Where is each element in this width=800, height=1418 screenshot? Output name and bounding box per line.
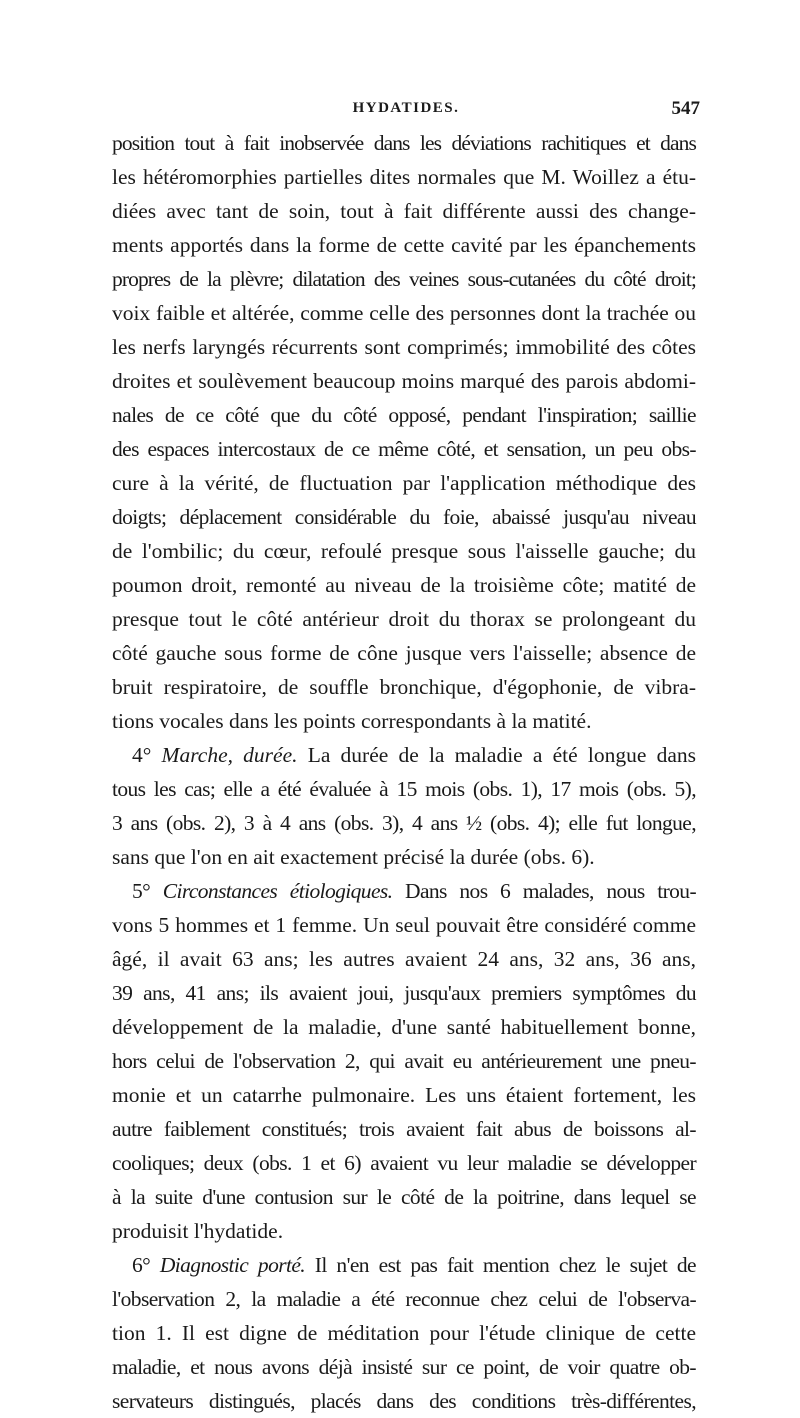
text-line: cure à la vérité, de fluctuation par l'application méthodique des	[112, 471, 696, 495]
section-heading: Circonstances étiologiques.	[162, 879, 393, 903]
section-line-marche	[112, 738, 696, 772]
text-line: position tout à fait inobservée dans les déviations rachitiques et dans	[112, 131, 696, 155]
text-line: droites et soulèvement beaucoup moins marqué des parois abdomi-	[112, 369, 696, 393]
text-line: doigts; déplacement considérable du foie, abaissé jusqu'au niveau	[112, 505, 696, 529]
text-line: les hétéromorphies partielles dites normales que M. Woillez a étu-	[112, 165, 696, 189]
section-text: La durée de la maladie a été longue dans	[307, 743, 696, 767]
text-line: les nerfs laryngés récurrents sont comprimés; immobilité des côtes	[112, 335, 696, 359]
text-line: tions vocales dans les points correspondants à la matité.	[112, 709, 592, 733]
text-line: voix faible et altérée, comme celle des personnes dont la trachée ou	[112, 301, 696, 325]
text-line: 39 ans, 41 ans; ils avaient joui, jusqu'aux premiers symptômes du	[112, 981, 696, 1005]
text-line: presque tout le côté antérieur droit du thorax se prolongeant du	[112, 607, 696, 631]
section-number: 5°	[132, 879, 151, 903]
text-line: 3 ans (obs. 2), 3 à 4 ans (obs. 3), 4 ans ½ (obs. 4); elle fut longue,	[112, 811, 696, 835]
text-line: bruit respiratoire, de souffle bronchique, d'égophonie, de vibra-	[112, 675, 696, 699]
text-line: cooliques; deux (obs. 1 et 6) avaient vu leur maladie se développer	[112, 1151, 696, 1175]
running-head	[112, 100, 700, 124]
section-number: 4°	[132, 743, 152, 767]
section-heading: Marche, durée.	[161, 743, 298, 767]
text-line: hors celui de l'observation 2, qui avait eu antérieurement une pneu-	[112, 1049, 696, 1073]
text-line: sans que l'on en ait exactement précisé la durée (obs. 6).	[112, 845, 595, 869]
section-number: 6°	[132, 1253, 151, 1277]
text-line: côté gauche sous forme de cône jusque vers l'aisselle; absence de	[112, 641, 696, 665]
text-line: poumon droit, remonté au niveau de la troisième côte; matité de	[112, 573, 696, 597]
text-line: tion 1. Il est digne de méditation pour l'étude clinique de cette	[112, 1321, 696, 1345]
page-number: 547	[671, 98, 700, 119]
text-line: monie et un catarrhe pulmonaire. Les uns étaient fortement, les	[112, 1083, 696, 1107]
text-line: ments apportés dans la forme de cette cavité par les épanchements	[112, 233, 696, 257]
text-line: développement de la maladie, d'une santé habituellement bonne,	[112, 1015, 696, 1039]
section-heading: Diagnostic porté.	[159, 1253, 306, 1277]
text-line: diées avec tant de soin, tout à fait différente aussi des change-	[112, 199, 696, 223]
section-line-circonstances	[112, 874, 696, 908]
text-line: tous les cas; elle a été évaluée à 15 mois (obs. 1), 17 mois (obs. 5),	[112, 777, 696, 801]
text-line: autre faiblement constitués; trois avaient fait abus de boissons al-	[112, 1117, 696, 1141]
text-line: l'observation 2, la maladie a été reconnue chez celui de l'observa-	[112, 1287, 696, 1311]
section-text: Dans nos 6 malades, nous trou-	[405, 879, 696, 903]
section-line-diagnostic	[112, 1248, 696, 1282]
text-line: âgé, il avait 63 ans; les autres avaient 24 ans, 32 ans, 36 ans,	[112, 947, 696, 971]
section-text: Il n'en est pas fait mention chez le sujet de	[314, 1253, 696, 1277]
body-text	[112, 126, 696, 1418]
text-line: des espaces intercostaux de ce même côté, et sensation, un peu obs-	[112, 437, 696, 461]
text-line: produisit l'hydatide.	[112, 1219, 284, 1243]
text-line: à la suite d'une contusion sur le côté de la poitrine, dans lequel se	[112, 1185, 696, 1209]
text-line: maladie, et nous avons déjà insisté sur ce point, de voir quatre ob-	[112, 1355, 696, 1379]
text-line: propres de la plèvre; dilatation des veines sous-cutanées du côté droit;	[112, 267, 696, 291]
text-line: nales de ce côté que du côté opposé, pendant l'inspiration; saillie	[112, 403, 696, 427]
running-title: HYDATIDES.	[352, 100, 460, 116]
text-line: de l'ombilic; du cœur, refoulé presque sous l'aisselle gauche; du	[112, 539, 696, 563]
text-line: servateurs distingués, placés dans des conditions très-différentes,	[112, 1389, 696, 1413]
text-line: vons 5 hommes et 1 femme. Un seul pouvait être considéré comme	[112, 913, 696, 937]
